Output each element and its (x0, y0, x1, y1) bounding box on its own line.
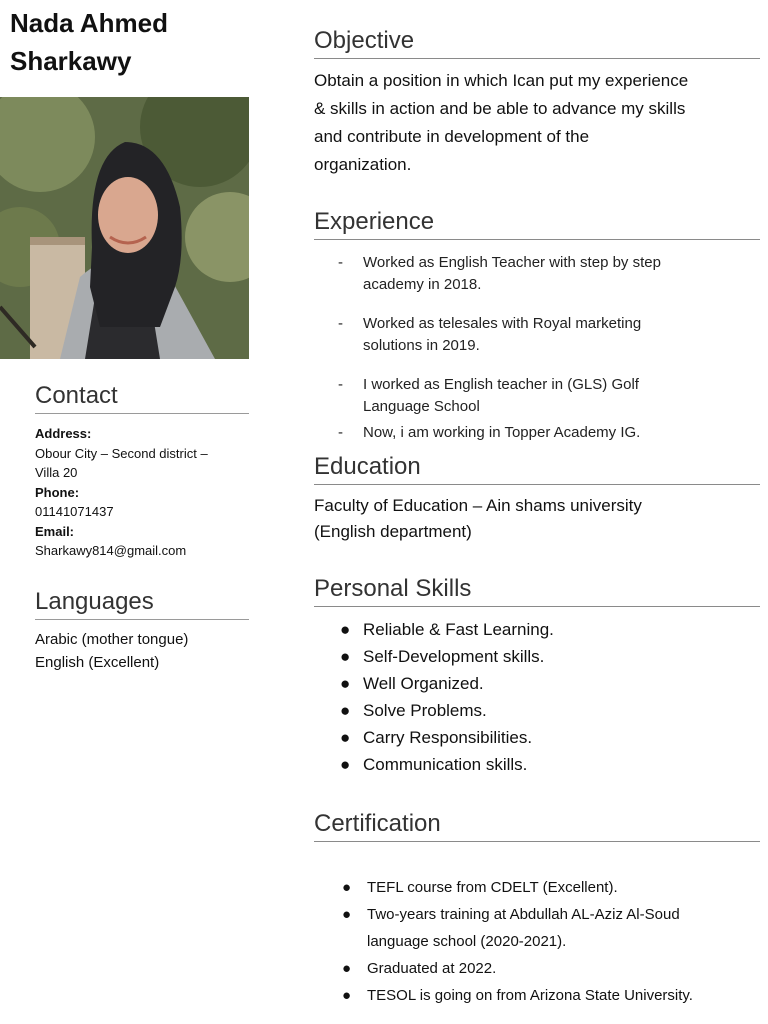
dash-icon: - (338, 376, 343, 393)
experience-item-line1: I worked as English teacher in (GLS) Golf (363, 376, 639, 393)
bullet-icon: ● (340, 755, 351, 774)
phone-label: Phone: (35, 484, 80, 500)
candidate-name-line2: Sharkawy (10, 46, 132, 76)
experience-section (314, 207, 760, 444)
phone-number: 01141071437 (35, 504, 114, 519)
experience-item (314, 313, 760, 357)
bullet-icon: ● (342, 879, 352, 896)
certification-item (314, 982, 760, 1009)
skill-item (314, 643, 760, 670)
experience-item-line2: solutions in 2019. (363, 337, 480, 354)
email-address: Sharkawy814@gmail.com (35, 543, 187, 558)
objective-text (314, 67, 760, 179)
skill-label: Self-Development skills. (363, 647, 545, 666)
language-item: Arabic (mother tongue) (35, 631, 189, 648)
experience-item (314, 374, 760, 418)
certification-section (314, 809, 760, 1009)
dash-icon: - (338, 254, 343, 271)
certification-item (314, 874, 760, 901)
skill-label: Reliable & Fast Learning. (363, 620, 554, 639)
email-label: Email: (35, 523, 75, 539)
bullet-icon: ● (340, 674, 351, 693)
objective-section (314, 26, 760, 179)
experience-item (314, 422, 760, 444)
skill-item (314, 724, 760, 751)
languages-heading: Languages (35, 587, 249, 620)
candidate-name-line1: Nada Ahmed (10, 8, 168, 38)
certification-list (314, 874, 760, 1009)
bullet-icon: ● (340, 647, 351, 666)
experience-list (314, 252, 760, 444)
objective-line: Obtain a position in which Ican put my experience (314, 71, 689, 90)
candidate-name (10, 4, 250, 80)
certification-label: TESOL is going on from Arizona State University. (367, 987, 693, 1004)
contact-details (35, 424, 249, 561)
objective-line: & skills in action and be able to advance my skills (314, 99, 686, 118)
skill-label: Solve Problems. (363, 701, 487, 720)
skill-item (314, 697, 760, 724)
bullet-icon: ● (342, 987, 352, 1004)
objective-heading: Objective (314, 26, 760, 59)
certification-label: TEFL course from CDELT (Excellent). (367, 879, 618, 896)
education-line1: Faculty of Education – Ain shams university (314, 496, 642, 515)
experience-item-line1: Now, i am working in Topper Academy IG. (363, 424, 641, 441)
experience-item-line1: Worked as telesales with Royal marketing (363, 315, 642, 332)
experience-item (314, 252, 760, 296)
certification-label: Graduated at 2022. (367, 960, 497, 977)
certification-label: language school (2020-2021). (367, 933, 567, 950)
objective-line: and contribute in development of the (314, 127, 590, 146)
bullet-icon: ● (340, 701, 351, 720)
experience-item-line2: Language School (363, 398, 480, 415)
skill-label: Communication skills. (363, 755, 528, 774)
education-section (314, 452, 760, 545)
languages-list (35, 628, 249, 674)
education-heading: Education (314, 452, 760, 485)
certification-heading: Certification (314, 809, 760, 842)
experience-item-line2: academy in 2018. (363, 276, 482, 293)
address-label: Address: (35, 426, 92, 441)
objective-line: organization. (314, 155, 412, 174)
contact-heading: Contact (35, 381, 249, 414)
profile-photo-image (0, 97, 249, 359)
dash-icon: - (338, 315, 343, 332)
skill-label: Carry Responsibilities. (363, 728, 533, 747)
address-line2: Villa 20 (35, 465, 78, 480)
bullet-icon: ● (342, 906, 352, 923)
certification-item (314, 955, 760, 982)
bullet-icon: ● (340, 620, 351, 639)
skills-heading: Personal Skills (314, 574, 760, 607)
skill-item (314, 751, 760, 778)
skills-list (314, 616, 760, 778)
education-text (314, 493, 760, 545)
skill-item (314, 616, 760, 643)
language-item: English (Excellent) (35, 654, 160, 671)
certification-label: Two-years training at Abdullah AL-Aziz Al-Soud (367, 906, 680, 923)
bullet-icon: ● (342, 960, 352, 977)
experience-heading: Experience (314, 207, 760, 240)
experience-item-line1: Worked as English Teacher with step by step (363, 254, 661, 271)
certification-item-continued (314, 928, 760, 955)
contact-section (35, 381, 249, 561)
address-line1: Obour City – Second district – (35, 445, 208, 461)
skill-item (314, 670, 760, 697)
skills-section (314, 574, 760, 778)
certification-item (314, 901, 760, 928)
profile-photo (0, 97, 249, 359)
education-line2: (English department) (314, 522, 472, 541)
languages-section (35, 587, 249, 674)
dash-icon: - (338, 424, 343, 441)
skill-label: Well Organized. (363, 674, 484, 693)
bullet-icon: ● (340, 728, 351, 747)
